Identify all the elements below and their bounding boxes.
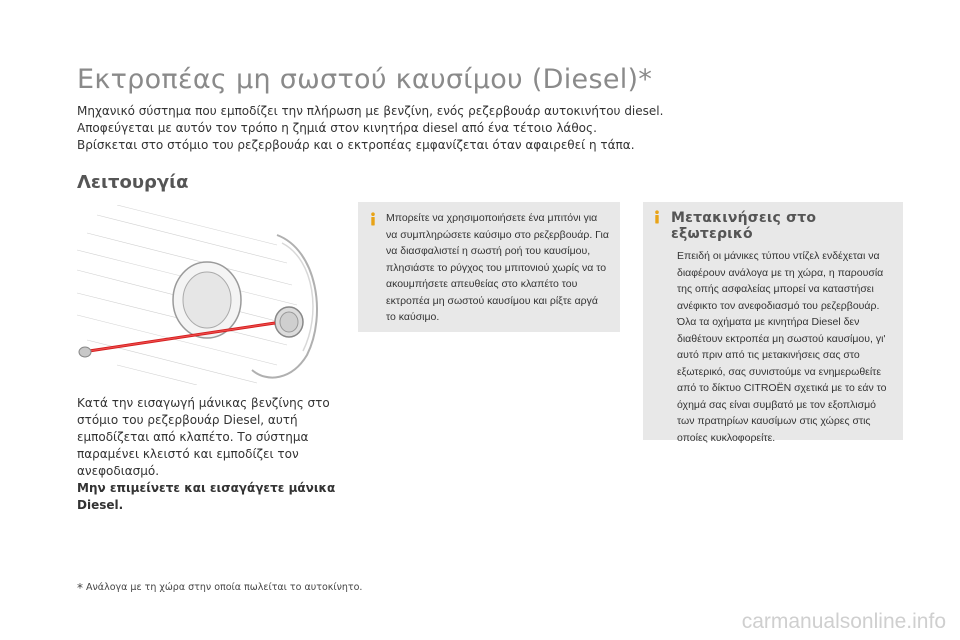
info-box-text: Επειδή οι μάνικες τύπου ντίζελ ενδέχεται να διαφέρουν ανάλογα με τη χώρα, η παρουσία της οπής ασφαλείας μπορεί να καταστήσει ανέφικτο τον ανεφοδιασμό του ρεζερβουάρ. Όλα τα οχήματα με κινητήρα Diesel δεν διαθέτουν εκτροπέα μη σωστού καυσίμου, γι' αυτό πριν από τις μετακινήσεις σας στο εξωτερικό, σας συνιστούμε να ενημερωθείτε από το δίκτυο CITROËN σχετικά με το εάν το όχημά σας είναι συμβατό με τον εξοπλισμό των πρατηρίων καυσίμων στις χώρες στις οποίες κυκλοφορείτε.: [677, 250, 887, 444]
fuel-filler-illustration: [77, 205, 335, 385]
watermark: carmanualsonline.info: [741, 610, 946, 633]
intro-line: Αποφεύγεται με αυτόν τον τρόπο η ζημιά στον κινητήρα diesel από ένα τέτοιο λάθος.: [77, 121, 597, 135]
info-box-title: Μετακινήσεις στο εξωτερικό: [671, 210, 817, 242]
fuel-filler-drawing: [77, 205, 335, 385]
intro-paragraph: [77, 103, 897, 154]
footnote-marker: *: [77, 581, 83, 595]
info-box-text: Μπορείτε να χρησιμοποιήσετε ένα μπιτόνι για να συμπληρώσετε καύσιμο στο ρεζερβουάρ. Για να διασφαλιστεί η σωστή ροή του καυσίμου, πλησιάστε το ρύγχος του μπιτονιού χωρίς να το ακουμπήσετε απευθείας στο κλαπέτο του εκτροπέα μη σωστού καυσίμου και ρίξτε αργά το καύσιμο.: [386, 212, 609, 323]
page-title: Εκτροπέας μη σωστού καυσίμου (Diesel)*: [77, 64, 653, 95]
footnote-text: Ανάλογα με τη χώρα στην οποία πωλείται το αυτοκίνητο.: [86, 582, 363, 593]
info-box-travel-abroad: [643, 202, 903, 444]
info-icon: [651, 210, 663, 224]
operation-warning: Μην επιμείνετε και εισαγάγετε μάνικα Diesel.: [77, 481, 336, 512]
section-heading-operation: Λειτουργία: [77, 172, 189, 193]
operation-text: Κατά την εισαγωγή μάνικας βενζίνης στο στόμιο του ρεζερβουάρ Diesel, αυτή εμποδίζεται από κλαπέτο. Το σύστημα παραμένει κλειστό και εμποδίζει τον ανεφοδιασμό.: [77, 396, 330, 478]
intro-line: Μηχανικό σύστημα που εμποδίζει την πλήρωση με βενζίνη, ενός ρεζερβουάρ αυτοκινήτου diesel.: [77, 104, 664, 118]
info-icon: [367, 212, 379, 226]
operation-description: [77, 395, 337, 514]
info-box-jerrycan: [358, 202, 620, 332]
footnote: [77, 581, 362, 595]
intro-line: Βρίσκεται στο στόμιο του ρεζερβουάρ και ο εκτροπέας εμφανίζεται όταν αφαιρεθεί η τάπα.: [77, 138, 635, 152]
